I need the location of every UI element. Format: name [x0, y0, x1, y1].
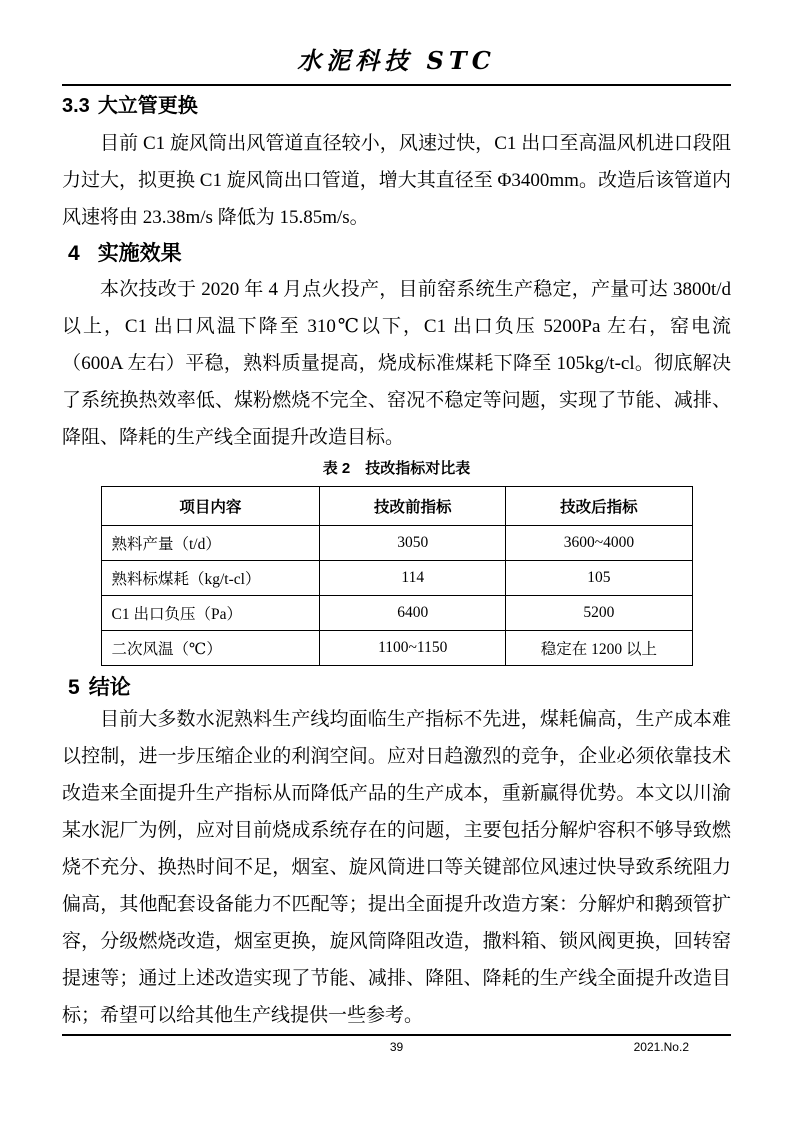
section-title: 大立管更换	[97, 95, 198, 117]
table-cell-before: 114	[320, 561, 506, 596]
section-number: 3.3	[62, 95, 90, 117]
footer-row	[62, 1039, 731, 1055]
paragraph-pipe-replacement: 目前 C1 旋风筒出风管道直径较小，风速过快，C1 出口至高温风机进口段阻力过大，拟更换 C1 旋风筒出口管道，增大其直径至 Φ3400mm。改造后该管道内风速将由 23.38m/s 降低为 15.85m/s。	[62, 133, 731, 228]
table-cell-label: 熟料产量（t/d）	[101, 526, 320, 561]
table-cell-after: 稳定在 1200 以上	[506, 631, 692, 666]
paragraph-implementation-results: 本次技改于 2020 年 4 月点火投产，目前窑系统生产稳定，产量可达 3800t/d 以上，C1 出口风温下降至 310℃以下，C1 出口负压 5200Pa 左右，窑电流（600A 左右）平稳，熟料质量提高，烧成标准煤耗下降至 105kg/t-cl。彻底解决了系统换热效率低、煤粉燃烧不完全、窑况不稳定等问题，实现了节能、减排、降阻、降耗的生产线全面提升改造目标。	[62, 279, 731, 448]
table-cell-label: 熟料标煤耗（kg/t-cl）	[101, 561, 320, 596]
table-row	[101, 596, 692, 631]
section-number: 4	[68, 242, 80, 265]
section-title: 实施效果	[97, 242, 182, 265]
table-cell-label: C1 出口负压（Pa）	[101, 596, 320, 631]
table-caption: 表 2 技改指标对比表	[322, 460, 471, 477]
header-rule	[62, 84, 731, 86]
table-header-row	[101, 487, 692, 526]
table-cell-after: 5200	[506, 596, 692, 631]
footer-rule	[62, 1034, 731, 1036]
page-number: 39	[389, 1040, 404, 1054]
table-cell-after: 105	[506, 561, 692, 596]
table-cell-label: 二次风温（℃）	[101, 631, 320, 666]
section-heading-3-3	[62, 93, 731, 119]
issue-number: 2021.No.2	[633, 1040, 689, 1054]
journal-title: 水泥科技 STC	[297, 46, 496, 75]
section-title: 结论	[88, 676, 131, 699]
table-cell-before: 1100~1150	[320, 631, 506, 666]
section-heading-5	[68, 675, 731, 701]
table-header-before: 技改前指标	[320, 487, 506, 526]
table-row	[101, 561, 692, 596]
table-cell-after: 3600~4000	[506, 526, 692, 561]
table-row	[101, 526, 692, 561]
section-number: 5	[68, 676, 80, 699]
table-header-after: 技改后指标	[506, 487, 692, 526]
table-cell-before: 6400	[320, 596, 506, 631]
comparison-table	[101, 486, 693, 666]
table-row	[101, 631, 692, 666]
section-heading-4	[68, 240, 731, 268]
table-header-item: 项目内容	[101, 487, 320, 526]
paragraph-conclusion: 目前大多数水泥熟料生产线均面临生产指标不先进，煤耗偏高，生产成本难以控制，进一步压缩企业的利润空间。应对日趋激烈的竞争，企业必须依靠技术改造来全面提升生产指标从而降低产品的生产成本，重新赢得优势。本文以川渝某水泥厂为例，应对目前烧成系统存在的问题，主要包括分解炉容积不够导致燃烧不充分、换热时间不足，烟室、旋风筒进口等关键部位风速过快导致系统阻力偏高，其他配套设备能力不匹配等；提出全面提升改造方案：分解炉和鹅颈管扩容，分级燃烧改造，烟室更换，旋风筒降阻改造，撒料箱、锁风阀更换，回转窑提速等；通过上述改造实现了节能、减排、降阻、降耗的生产线全面提升改造目标；希望可以给其他生产线提供一些参考。	[62, 709, 731, 1026]
table-cell-before: 3050	[320, 526, 506, 561]
page-footer	[62, 1034, 731, 1055]
